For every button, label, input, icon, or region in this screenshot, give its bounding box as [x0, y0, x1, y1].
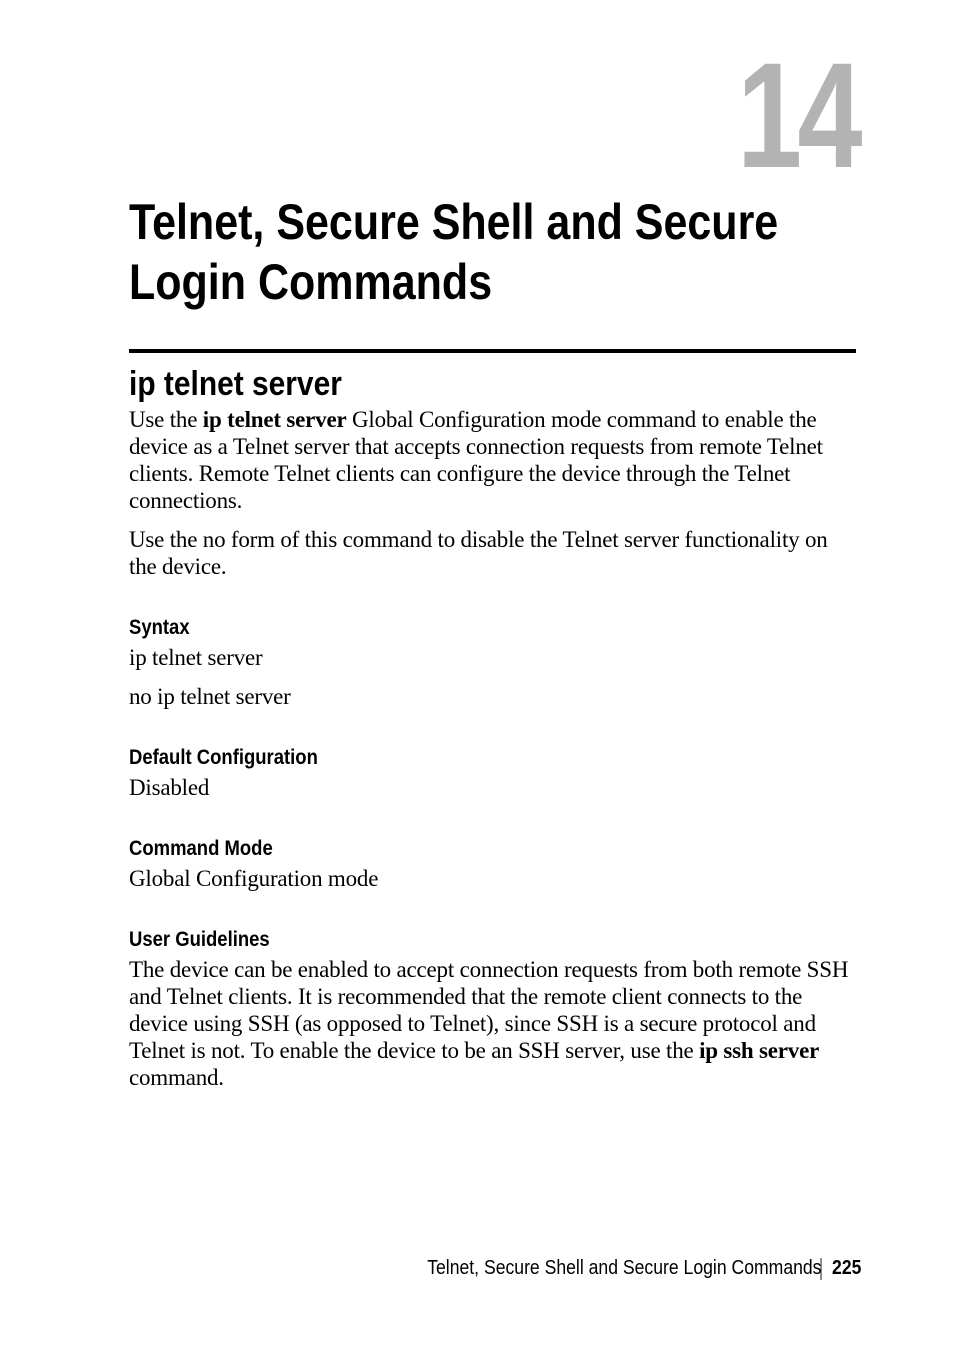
default-config-block: [129, 744, 856, 801]
syntax-line-1: ip telnet server: [129, 645, 263, 670]
intro-text-start: Use the: [129, 407, 203, 432]
chapter-title-line-1: Telnet, Secure Shell and Secure: [129, 194, 779, 250]
command-mode-block: [129, 835, 856, 892]
footer-separator: [820, 1258, 821, 1280]
default-config-value: Disabled: [129, 775, 210, 800]
user-guidelines-block: [129, 926, 856, 1091]
user-guidelines-paragraph: [129, 956, 856, 1091]
no-form-paragraph: Use the no form of this command to disable the Telnet server functionality on the device.: [129, 527, 828, 579]
user-guidelines-command: ip ssh server: [699, 1038, 820, 1063]
syntax-heading: Syntax: [129, 616, 190, 639]
page-footer: [427, 1254, 861, 1282]
user-guidelines-text-end: command.: [129, 1065, 224, 1090]
syntax-block: [129, 614, 856, 710]
user-guidelines-text-start: The device can be enabled to accept connection requests from both remote SSH and Telnet clients. It is recommended that the remote client connects to the device using SSH (as opposed to Telnet), since SSH is a secure protocol and Telnet is not. To enable the device to be an SSH server, use the: [129, 957, 849, 1063]
chapter-title: [129, 192, 779, 312]
default-config-heading: Default Configuration: [129, 746, 318, 769]
user-guidelines-heading: User Guidelines: [129, 928, 270, 951]
intro-text-end: Global Configuration mode command to enable the device as a Telnet server that accepts connection requests from remote Telnet clients. Remote Telnet clients can configure the device through the Telnet connections.: [129, 407, 823, 513]
command-mode-heading: Command Mode: [129, 837, 273, 860]
section-content: [129, 364, 856, 1091]
section-title: ip telnet server: [129, 365, 342, 403]
page-number: 225: [831, 1257, 861, 1279]
syntax-line-2: no ip telnet server: [129, 684, 291, 709]
chapter-title-line-2: Login Commands: [129, 254, 493, 310]
intro-paragraph: [129, 406, 856, 514]
command-mode-value: Global Configuration mode: [129, 866, 379, 891]
intro-command: ip telnet server: [202, 407, 347, 432]
chapter-number: 14: [737, 31, 858, 199]
footer-running-title: Telnet, Secure Shell and Secure Login Commands: [426, 1257, 822, 1279]
section-divider: [129, 349, 856, 353]
